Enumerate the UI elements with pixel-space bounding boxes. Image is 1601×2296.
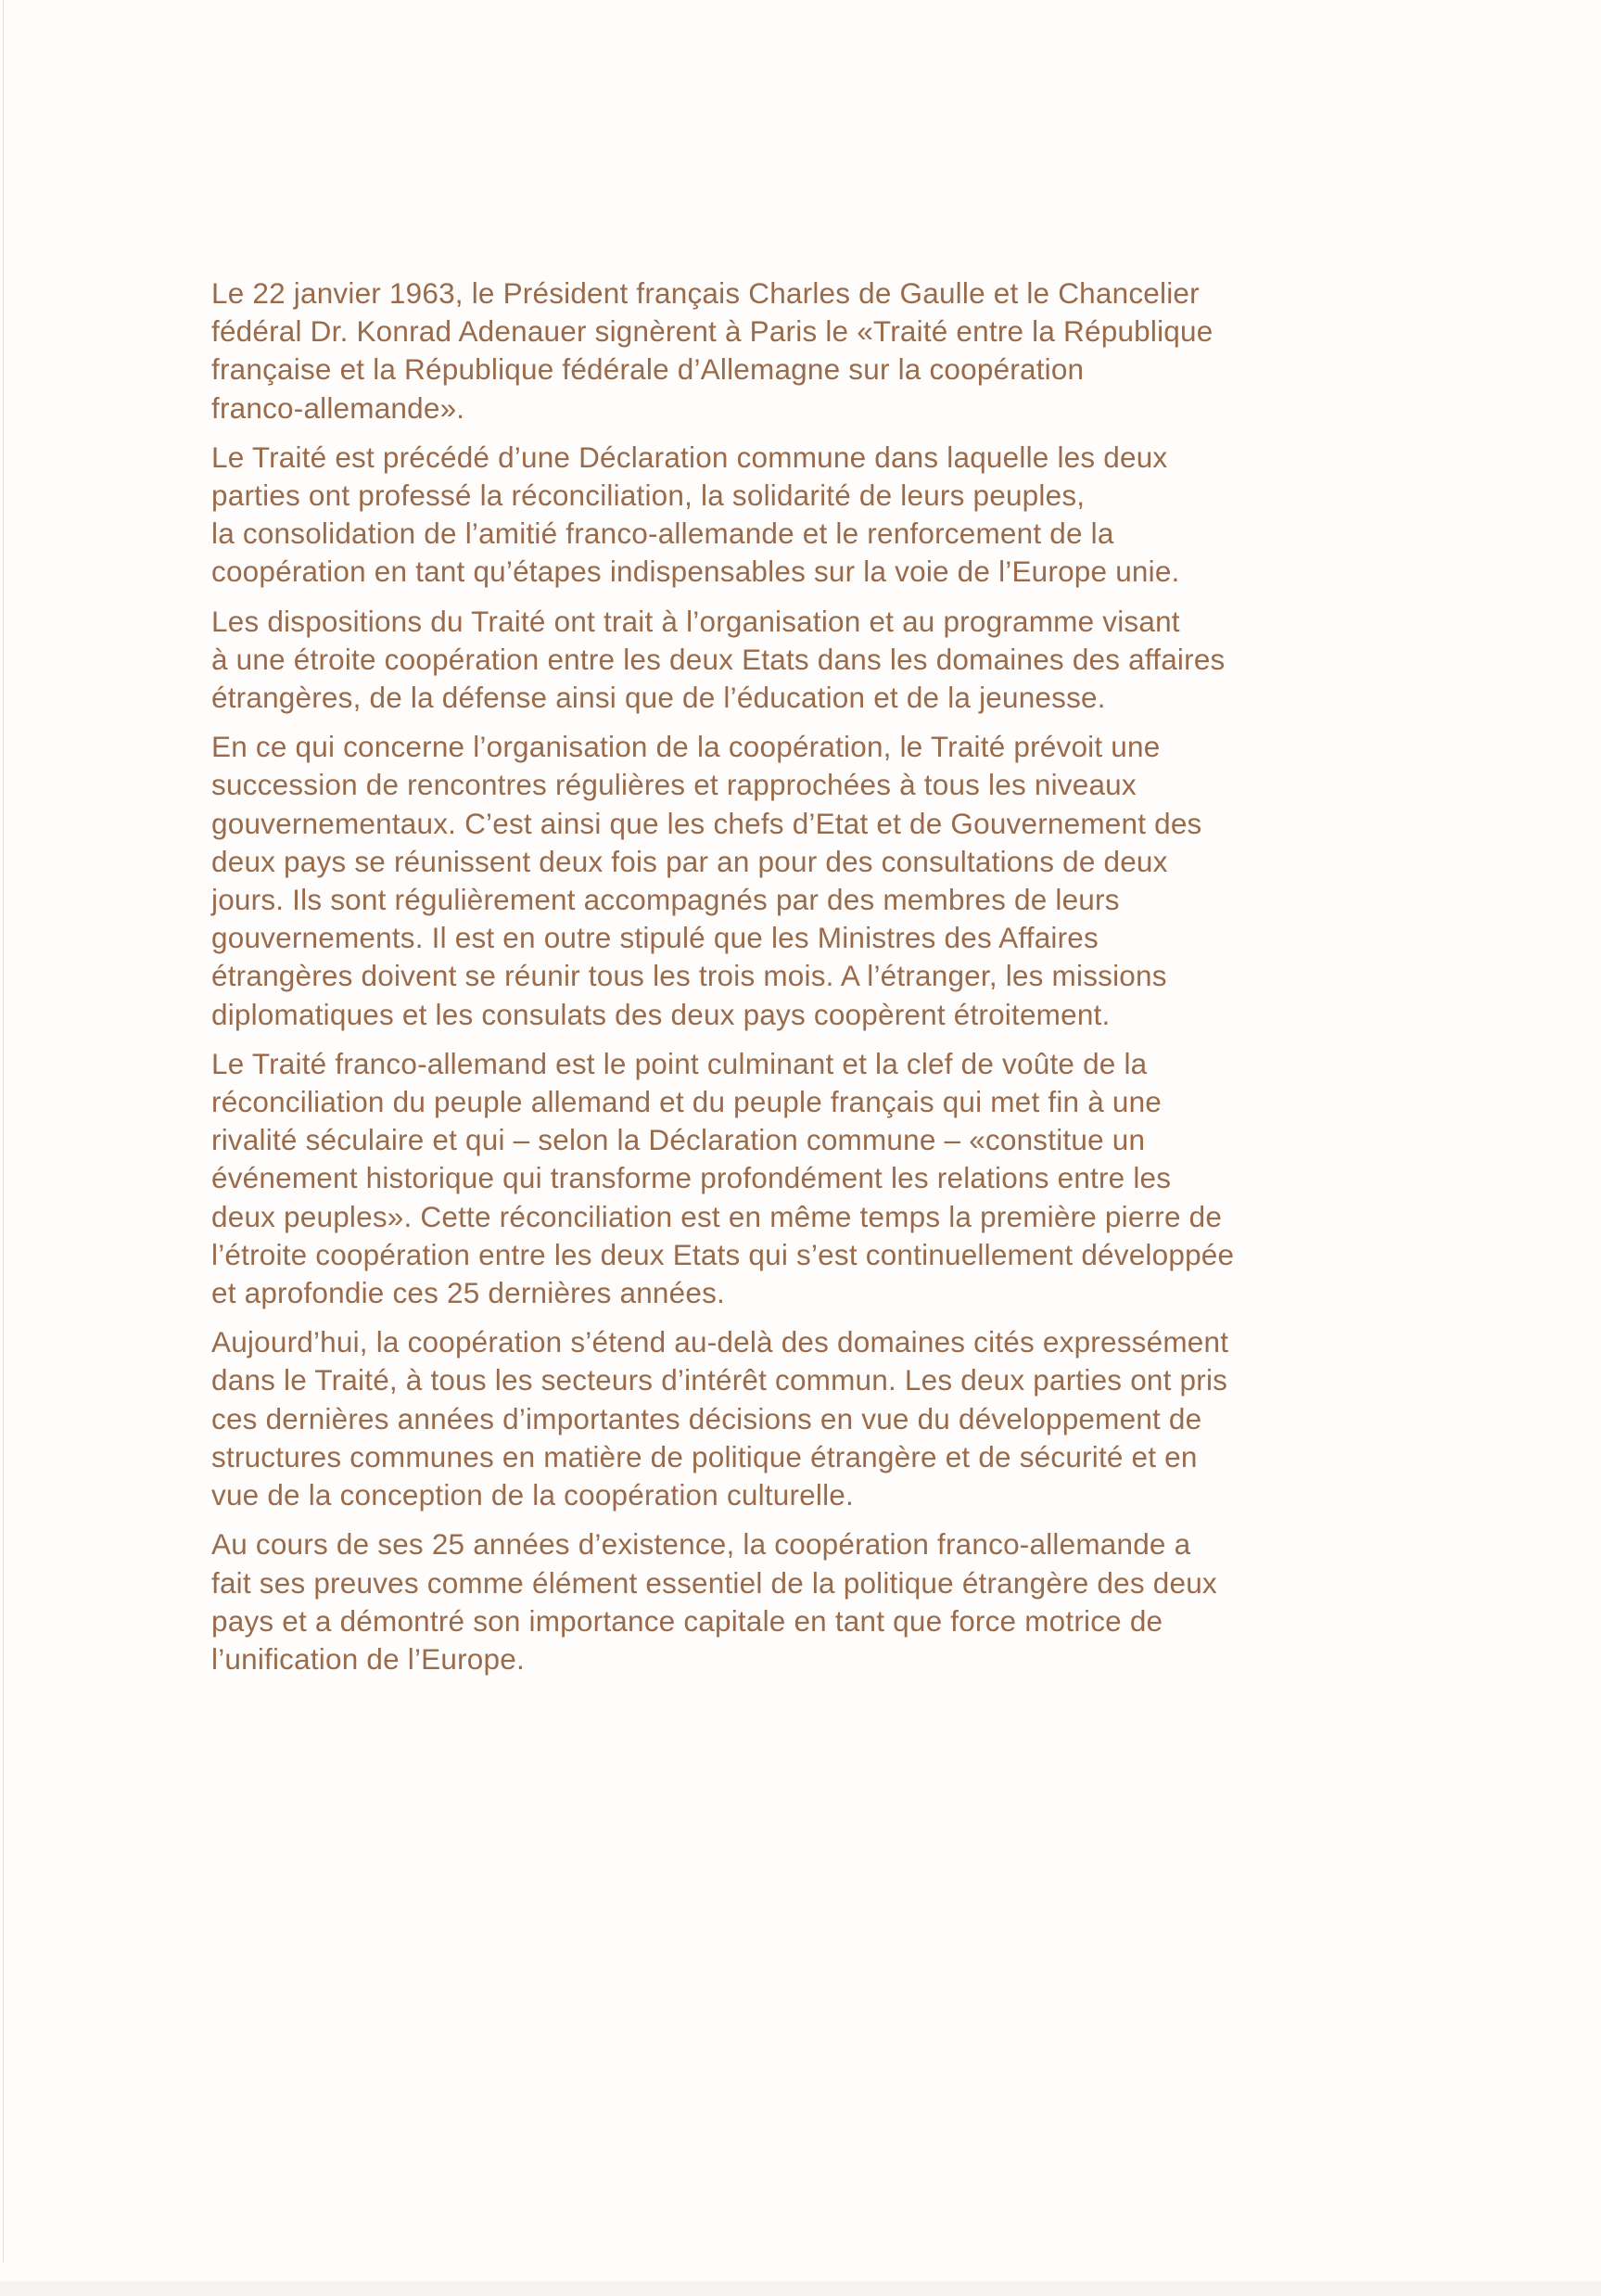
scan-bottom-edge bbox=[0, 2281, 1601, 2296]
paragraph bbox=[211, 1323, 1454, 1514]
paragraph bbox=[211, 728, 1454, 1034]
text-line: coopération en tant qu’étapes indispensables sur la voie de l’Europe unie. bbox=[211, 555, 1180, 589]
text-line: gouvernementaux. C’est ainsi que les chefs d’Etat et de Gouvernement des bbox=[211, 806, 1202, 840]
text-line: étrangères doivent se réunir tous les trois mois. A l’étranger, les missions bbox=[211, 959, 1167, 993]
text-line: et aprofondie ces 25 dernières années. bbox=[211, 1276, 725, 1310]
text-line: la consolidation de l’amitié franco-allemande et le renforcement de la bbox=[211, 517, 1114, 551]
text-line: diplomatiques et les consulats des deux pays coopèrent étroitement. bbox=[211, 997, 1111, 1031]
text-line: Le Traité franco-allemand est le point culminant et la clef de voûte de la bbox=[211, 1046, 1148, 1080]
text-line: Aujourd’hui, la coopération s’étend au-delà des domaines cités expressément bbox=[211, 1325, 1229, 1359]
text-line: structures communes en matière de politique étrangère et de sécurité et en bbox=[211, 1439, 1198, 1473]
paragraph bbox=[211, 439, 1454, 592]
text-line: française et la République fédérale d’Allemagne sur la coopération bbox=[211, 352, 1085, 387]
text-line: Le Traité est précédé d’une Déclaration commune dans laquelle les deux bbox=[211, 440, 1168, 474]
text-line: ces dernières années d’importantes décisions en vue du développement de bbox=[211, 1401, 1202, 1435]
text-line: l’étroite coopération entre les deux Etats qui s’est continuellement développée bbox=[211, 1237, 1235, 1271]
text-line: étrangères, de la défense ainsi que de l’éducation et de la jeunesse. bbox=[211, 681, 1106, 715]
text-line: fédéral Dr. Konrad Adenauer signèrent à Paris le «Traité entre la République bbox=[211, 314, 1213, 349]
document-body bbox=[211, 274, 1454, 1690]
text-line: vue de la conception de la coopération culturelle. bbox=[211, 1478, 854, 1512]
text-line: dans le Traité, à tous les secteurs d’intérêt commun. Les deux parties ont pris bbox=[211, 1363, 1228, 1397]
text-line: à une étroite coopération entre les deux Etats dans les domaines des affaires bbox=[211, 642, 1226, 676]
text-line: Le 22 janvier 1963, le Président français Charles de Gaulle et le Chancelier bbox=[211, 276, 1200, 310]
text-line: rivalité séculaire et qui – selon la Déclaration commune – «constitue un bbox=[211, 1123, 1146, 1157]
text-line: succession de rencontres régulières et rapprochées à tous les niveaux bbox=[211, 768, 1137, 802]
text-line: fait ses preuves comme élément essentiel de la politique étrangère des deux bbox=[211, 1565, 1217, 1600]
text-line: événement historique qui transforme profondément les relations entre les bbox=[211, 1161, 1172, 1195]
text-line: l’unification de l’Europe. bbox=[211, 1641, 525, 1676]
text-line: Les dispositions du Traité ont trait à l’organisation et au programme visant bbox=[211, 604, 1180, 638]
page-edge bbox=[3, 0, 4, 2263]
text-line: parties ont professé la réconciliation, la solidarité de leurs peuples, bbox=[211, 478, 1086, 513]
text-line: En ce qui concerne l’organisation de la coopération, le Traité prévoit une bbox=[211, 730, 1161, 764]
text-line: gouvernements. Il est en outre stipulé que les Ministres des Affaires bbox=[211, 921, 1099, 955]
text-line: franco-allemande». bbox=[211, 390, 465, 425]
text-line: deux peuples». Cette réconciliation est en même temps la première pierre de bbox=[211, 1199, 1223, 1233]
paragraph bbox=[211, 1525, 1454, 1678]
paragraph bbox=[211, 274, 1454, 427]
text-line: jours. Ils sont régulièrement accompagnés par des membres de leurs bbox=[211, 883, 1120, 917]
text-line: pays et a démontré son importance capitale en tant que force motrice de bbox=[211, 1603, 1163, 1638]
paragraph bbox=[211, 603, 1454, 718]
text-line: réconciliation du peuple allemand et du peuple français qui met fin à une bbox=[211, 1085, 1163, 1119]
text-line: deux pays se réunissent deux fois par an pour des consultations de deux bbox=[211, 844, 1168, 878]
text-line: Au cours de ses 25 années d’existence, la coopération franco-allemande a bbox=[211, 1527, 1191, 1562]
paragraph bbox=[211, 1045, 1454, 1312]
